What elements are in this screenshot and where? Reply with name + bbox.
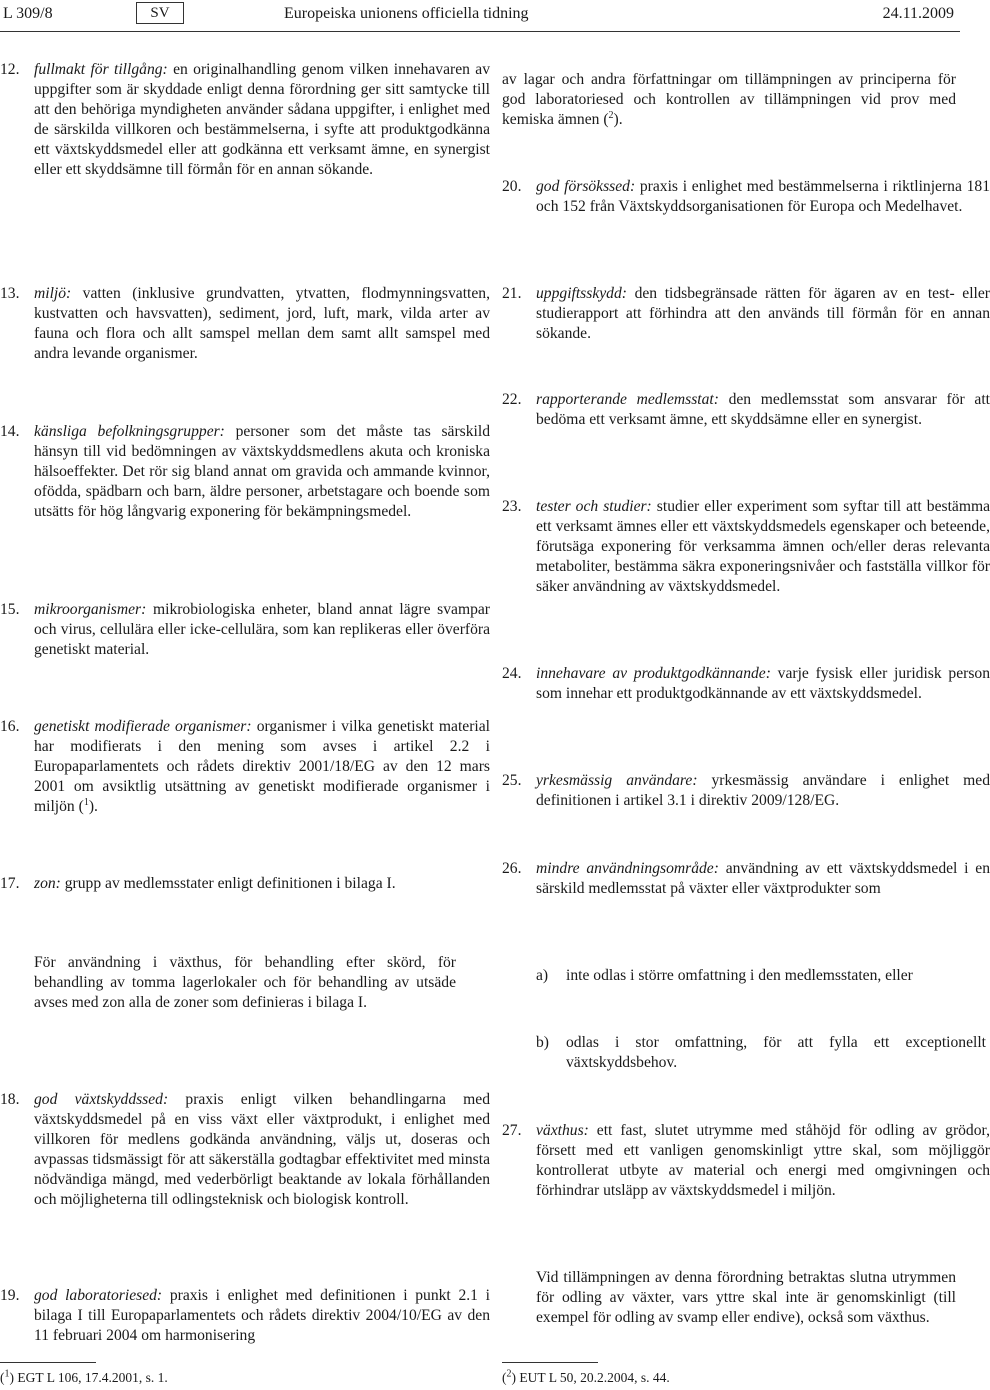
definition-17-paragraph: För användning i växthus, för behandling efter skörd, för behandling av tomma lagerlokaler och för behandling av utsäde avses med zon alla de zoner som definieras i bilaga I. bbox=[34, 954, 456, 1011]
definition-18 bbox=[0, 1090, 490, 1210]
definition-text: ett fast, slutet utrymme med ståhöjd för odling av grödor, försett med ett vanligen genomskinligt yttre skal, som möjliggör kontrollerat utbyte av material och energi med omgivningen och förhindrar utsläpp av växtskyddsmedel i miljön. bbox=[536, 1122, 990, 1199]
definition-20 bbox=[502, 177, 990, 217]
definition-number: 20. bbox=[502, 178, 522, 195]
definition-19-continued: av lagar och andra författningar om tillämpningen av principerna för god laboratoriesed och kontrollen av tillämpningen vid prov med kemiska ämnen ($^2$). bbox=[502, 71, 956, 128]
definition-text: personer som det måste tas särskild hänsyn till vid bedömningen av växtskyddsmedlens akuta och kroniska hälsoeffekter. Det rör sig bland annat om gravida och ammande kvinnor, ofödda, spädbarn och barn, äldre personer, arbetstagare och boende som utsätts för hög långvarig exponering för bekämpningsmedel. bbox=[34, 423, 490, 520]
definition-text: varje fysisk eller juridisk person som innehar ett produktgodkännande av ett växtskyddsmedel. bbox=[536, 665, 990, 702]
definition-27-paragraph: Vid tillämpningen av denna förordning betraktas slutna utrymmen för odling av växter, vars yttre skal inte är genomskinligt (till exempel för odling av svamp eller endive), också som växthus. bbox=[536, 1269, 956, 1326]
footnote-2: ($^2$) EUT L 50, 20.2.2004, s. 44. bbox=[502, 1368, 670, 1385]
definition-term: god laboratoriesed: bbox=[34, 1287, 163, 1304]
footnote-divider bbox=[502, 1362, 598, 1363]
definition-21 bbox=[502, 284, 990, 344]
definition-24 bbox=[502, 664, 990, 704]
definition-number: 15. bbox=[0, 601, 20, 618]
footnote-ref: 1 bbox=[83, 796, 89, 808]
point-label: a) bbox=[536, 967, 549, 984]
definition-number: 24. bbox=[502, 665, 522, 682]
definition-term: yrkesmässig användare: bbox=[536, 772, 698, 789]
definition-22 bbox=[502, 390, 990, 430]
definition-number: 22. bbox=[502, 391, 522, 408]
definition-number: 17. bbox=[0, 875, 20, 892]
footnote-1: ($^1$) EGT L 106, 17.4.2001, s. 1. bbox=[0, 1368, 168, 1385]
definition-term: växthus: bbox=[536, 1122, 589, 1139]
definition-text: den tidsbegränsade rätten för ägaren av en test- eller studierapport att förhindra att den används till förmån för en annan sökande. bbox=[536, 285, 990, 342]
definition-text: mikrobiologiska enheter, bland annat lägre svampar och virus, cellulära eller icke-cellulära, som kan replikeras eller överföra genetiskt material. bbox=[34, 601, 490, 658]
definition-text: organismer i vilka genetiskt material har modifierats i den mening som avses i artikel 2.2 i Europaparlamentets och rådets direktiv 2001/18/EG av den 12 mars 2001 om avsiktlig utsättning av genetiskt modifierade organismer i miljön ( bbox=[34, 718, 490, 815]
definition-text: yrkesmässig användare i enlighet med definitionen i artikel 3.1 i direktiv 2009/128/EG. bbox=[536, 772, 990, 809]
definition-14 bbox=[0, 422, 490, 522]
definition-term: känsliga befolkningsgrupper: bbox=[34, 423, 225, 440]
definition-term: fullmakt för tillgång: bbox=[34, 61, 168, 78]
header-divider bbox=[0, 31, 960, 32]
definition-term: god försökssed: bbox=[536, 178, 636, 195]
footnote-ref: 2 bbox=[608, 109, 614, 121]
definition-text: vatten (inklusive grundvatten, ytvatten, flodmynningsvatten, kustvatten och havsvatten), sediment, jord, luft, mark, vilda arter av fauna och flora och allt samspel mellan dem samt allt samspel med andra levande organismer. bbox=[34, 285, 490, 362]
definition-19 bbox=[0, 1286, 490, 1346]
definition-number: 13. bbox=[0, 285, 20, 302]
definition-number: 25. bbox=[502, 772, 522, 789]
definition-15 bbox=[0, 600, 490, 660]
definition-text: praxis enligt vilken behandlingarna med växtskyddsmedel på en viss växt eller växtprodukt, i enlighet med villkoren för medlens godkända användning, väljs ut, doseras och avpassas tidsmässigt för att säkerställa godtagbar effektivitet med minsta nödvändiga mängd, med vederbörligt beaktande av lokala förhållanden och möjligheterna till odlingsteknisk och biologisk kontroll. bbox=[34, 1091, 490, 1208]
page-header bbox=[0, 0, 960, 30]
definition-17 bbox=[0, 874, 490, 894]
footnote-divider bbox=[0, 1362, 96, 1363]
definition-26-point-a bbox=[536, 966, 986, 986]
definition-term: tester och studier: bbox=[536, 498, 652, 515]
definition-text: grupp av medlemsstater enligt definitionen i bilaga I. bbox=[60, 875, 396, 892]
definition-13 bbox=[0, 284, 490, 364]
definition-term: zon: bbox=[34, 875, 61, 892]
definition-number: 23. bbox=[502, 498, 522, 515]
definition-number: 14. bbox=[0, 423, 20, 440]
definition-term: innehavare av produktgodkännande: bbox=[536, 665, 771, 682]
definition-term: god växtskyddssed: bbox=[34, 1091, 169, 1108]
definition-text: studier eller experiment som syftar till att bestämma ett verksamt ämnes eller ett växtskyddsmedels egenskaper och beteende, förutsäga exponering för verksamma ämnen och/eller deras relevanta metaboliter, bestämma säkra exponeringsnivåer och fastställa villkor för säker användning av växtskyddsmedel. bbox=[536, 498, 990, 595]
definition-term: genetiskt modifierade organismer: bbox=[34, 718, 252, 735]
definition-text: praxis i enlighet med bestämmelserna i riktlinjerna 181 och 152 från Växtskyddsorganisationen för Europa och Medelhavet. bbox=[536, 178, 990, 215]
definition-12 bbox=[0, 60, 490, 180]
definition-26-point-b bbox=[536, 1033, 986, 1073]
definition-23 bbox=[502, 497, 990, 597]
language-badge: SV bbox=[136, 2, 184, 24]
definition-number: 19. bbox=[0, 1287, 20, 1304]
definition-text: användning av ett växtskyddsmedel i en särskild medlemsstat på växter eller växtprodukter som bbox=[536, 860, 990, 897]
definition-number: 27. bbox=[502, 1122, 522, 1139]
definition-text: en originalhandling genom vilken innehavaren av uppgifter som är skyddade enligt denna förordning ger sitt samtycke till att den behöriga myndigheten använder sådana uppgifter, i enlighet med de särskilda villkoren och bestämmelserna, i syfte att produktgodkänna ett växtskyddsmedel eller att godkänna ett verksamt ämne, en synergist eller ett skyddsämne till förmån för en annan sökande. bbox=[34, 61, 491, 178]
definition-term: uppgiftsskydd: bbox=[536, 285, 627, 302]
definition-term: mindre användningsområde: bbox=[536, 860, 719, 877]
journal-title: Europeiska unionens officiella tidning bbox=[284, 5, 529, 22]
definition-term: mikroorganismer: bbox=[34, 601, 147, 618]
definition-number: 21. bbox=[502, 285, 522, 302]
definition-text: praxis i enlighet med definitionen i punkt 2.1 i bilaga I till Europaparlamentets och rådets direktiv 2004/10/EG av den 11 februari 2004 om harmonisering bbox=[34, 1287, 490, 1344]
definition-term: rapporterande medlemsstat: bbox=[536, 391, 719, 408]
definition-term: miljö: bbox=[34, 285, 72, 302]
definition-number: 12. bbox=[0, 61, 20, 78]
definition-16: 16. genetiskt modifierade organismer: organismer i vilka genetiskt material har modifierats i den mening som avses i artikel 2.2 i Europaparlamentets och rådets direktiv 2001/18/EG av den 12 mars 2001 om avsiktlig utsättning av genetiskt modifierade organismer i miljön ($^1$). bbox=[0, 718, 490, 815]
page-reference: L 309/8 bbox=[3, 5, 53, 22]
point-label: b) bbox=[536, 1034, 549, 1051]
publication-date: 24.11.2009 bbox=[882, 5, 954, 22]
definition-text: den medlemsstat som ansvarar för att bedöma ett verksamt ämne, ett skyddsämne eller en synergist. bbox=[536, 391, 990, 428]
point-text: odlas i stor omfattning, för att fylla ett exceptionellt växtskyddsbehov. bbox=[566, 1034, 986, 1071]
definition-number: 18. bbox=[0, 1091, 20, 1108]
definition-27 bbox=[502, 1121, 990, 1201]
definition-26 bbox=[502, 859, 990, 899]
definition-number: 26. bbox=[502, 860, 522, 877]
definition-25 bbox=[502, 771, 990, 811]
definition-number: 16. bbox=[0, 718, 20, 735]
point-text: inte odlas i större omfattning i den medlemsstaten, eller bbox=[566, 967, 913, 984]
